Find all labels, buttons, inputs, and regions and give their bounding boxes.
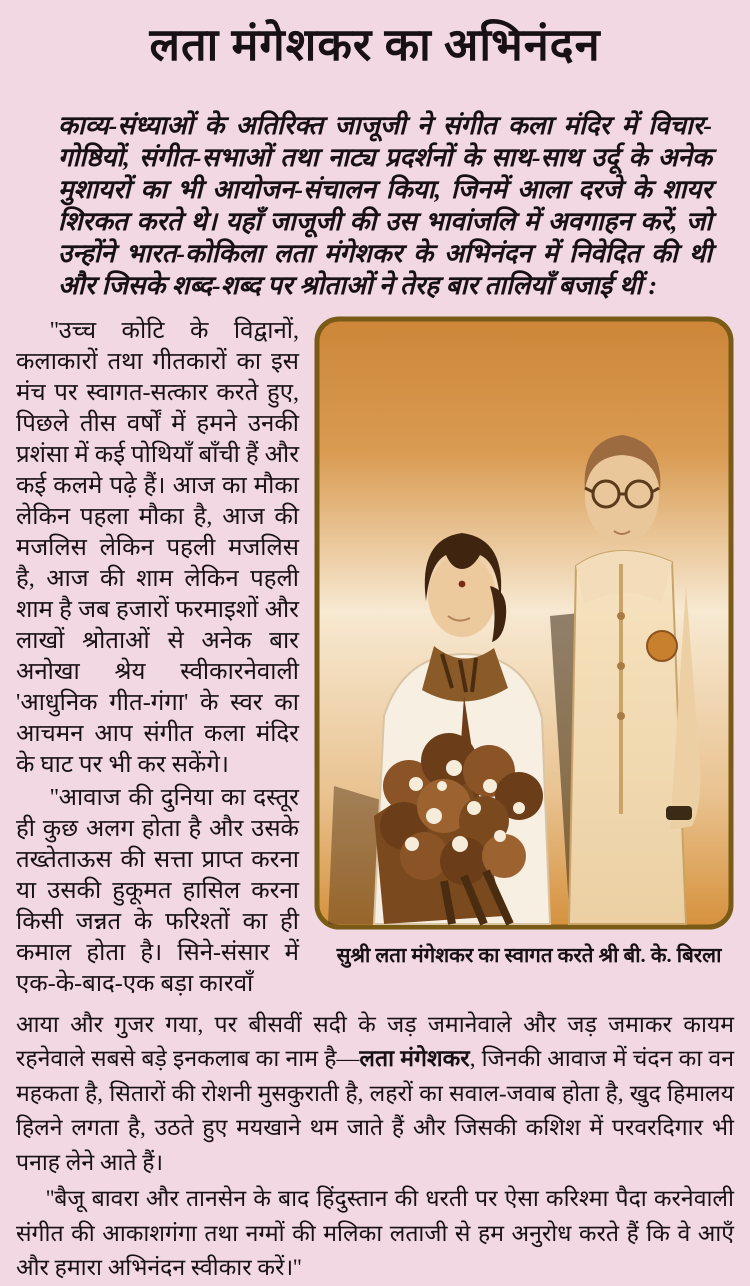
left-text-column (16, 316, 299, 1000)
intro-paragraph: काव्य-संध्याओं के अतिरिक्त जाजूजी ने संगीत कला मंदिर में विचार-गोष्ठियों, संगीत-सभाओं तथा नाट्य प्रदर्शनों के साथ-साथ उर्दू के अनेक मुशायरों का भी आयोजन-संचालन किया, जिनमें आला दरजे के शायर शिरकत करते थे। यहाँ जाजूजी की उस भावांजलि में अवगाहन करें, जो उन्होंने भारत-कोकिला लता मंगेशकर के अभिनंदन में निवेदित की थी और जिसके शब्द-शब्द पर श्रोताओं ने तेरह बार तालियाँ बजाई थीं : (58, 110, 712, 300)
photo-column (313, 316, 739, 1000)
continuation-text-before: आया और गुजर गया, पर बीसवीं सदी के जड़ जमानेवाले और जड़ जमाकर कायम रहनेवाले सबसे बड़े इनकलाब का नाम है— (16, 1011, 734, 1072)
wristwatch (666, 806, 692, 820)
shirt-button (617, 712, 625, 720)
photo-illustration (314, 316, 734, 930)
highlighted-name: लता मंगेशकर (359, 1046, 470, 1072)
shirt-button (617, 662, 625, 670)
shirt-placket (619, 564, 623, 814)
lapel-badge (647, 631, 677, 661)
bindi (459, 580, 466, 587)
shirt-button (617, 612, 625, 620)
photo-frame (314, 316, 734, 930)
continuation-text-after: , जिनकी आवाज में चंदन का वन महकता है, सितारों की रोशनी मुसकुराती है, लहरों का सवाल-जवाब होता है, खुद हिमालय हिलने लगता है, उठते हुए मयखाने थम जाते हैं और जिसकी कशिश में परवरदिगार भी पनाह लेने आते हैं। (16, 1046, 734, 1175)
speech-paragraph-1: ''उच्च कोटि के विद्वानों, कलाकारों तथा गीतकारों का इस मंच पर स्वागत-सत्कार करते हुए, पिछले तीस वर्षों में हमने उनकी प्रशंसा में कई पोथियाँ बाँची हैं और कई कलमे पढ़े हैं। आज का मौका लेकिन पहला मौका है, आज की मजलिस लेकिन पहली मजलिस है, आज की शाम लेकिन पहली शाम है जब हजारों फरमाइशों और लाखों श्रोताओं से अनेक बार अनोखा श्रेय स्वीकारनेवाली 'आधुनिक गीत-गंगा' के स्वर का आचमन आप संगीत कला मंदिर के घाट पर भी कर सकेंगे। (16, 317, 300, 778)
speech-paragraph-2-continuation (16, 1008, 734, 1181)
man-shirt (569, 550, 686, 923)
photo-caption: सुश्री लता मंगेशकर का स्वागत करते श्री बी. के. बिरला (336, 944, 722, 967)
two-column-section (16, 316, 736, 1000)
page-title: लता मंगेशकर का अभिनंदन (149, 20, 601, 70)
speech-paragraph-2-start: ''आवाज की दुनिया का दस्तूर ही कुछ अलग होता है और उसके तख्तेताऊस की सत्ता प्राप्त करना या उसकी हुकूमत हासिल करना किसी जन्नत के फरिश्तों का ही कमाल होता है। सिने-संसार में एक-के-बाद-एक बड़ा कारवाँ (16, 784, 299, 997)
speech-paragraph-3: ''बैजू बावरा और तानसेन के बाद हिंदुस्तान की धरती पर ऐसा करिश्मा पैदा करनेवाली संगीत की आकाशगंगा तथा नग्मों की मलिका लताजी से हम अनुरोध करते हैं कि वे आएँ और हमारा अभिनंदन स्वीकार करें।'' (16, 1186, 734, 1281)
bottom-text-section (16, 1008, 734, 1286)
